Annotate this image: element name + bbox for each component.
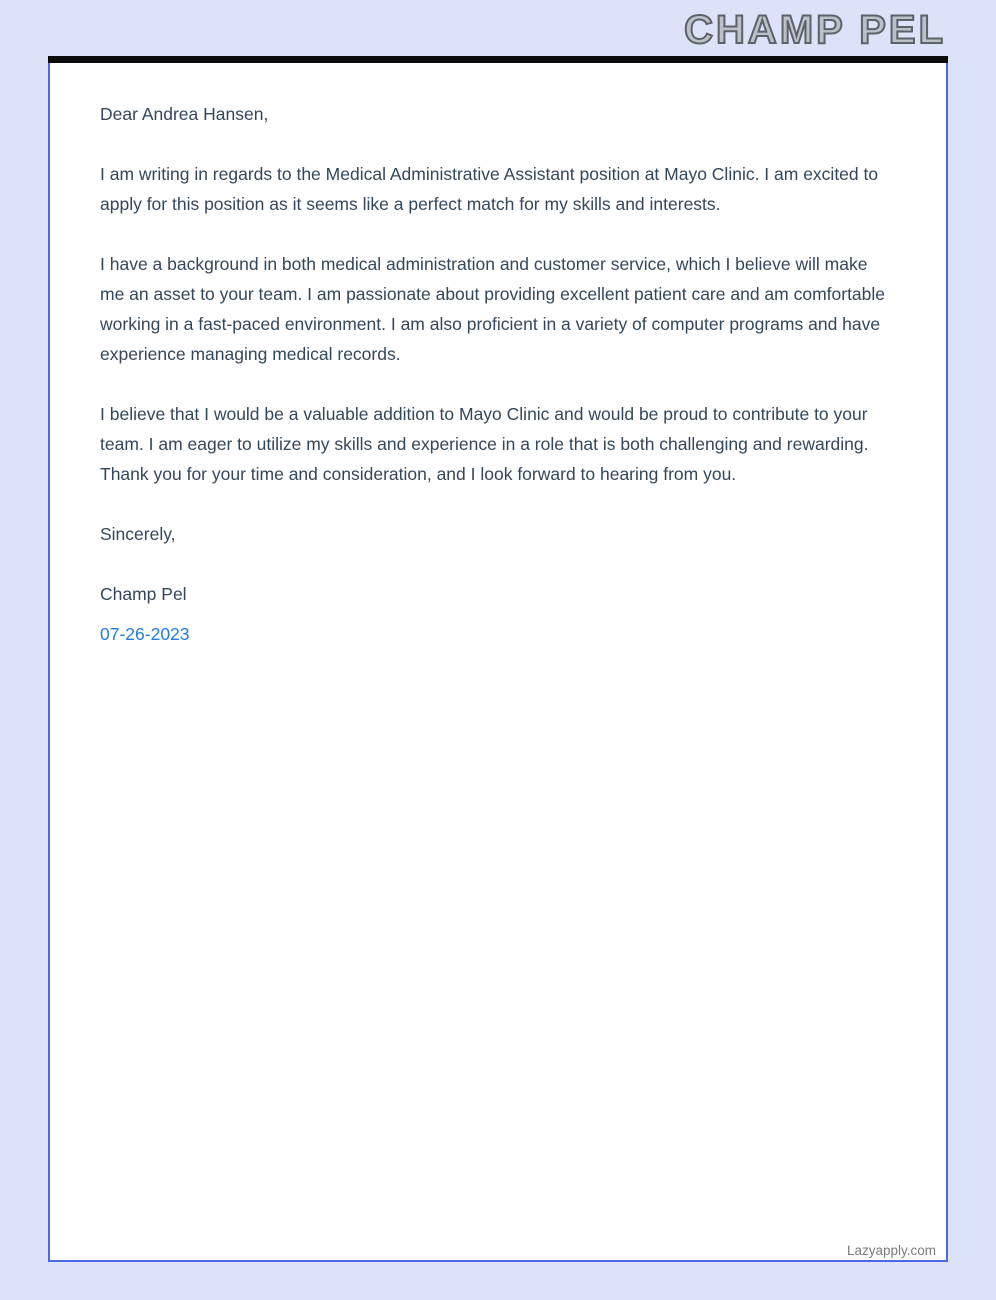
- watermark: Lazyapply.com: [846, 1243, 936, 1258]
- salutation: Dear Andrea Hansen,: [100, 104, 269, 124]
- letter-body: [50, 65, 946, 649]
- letter-date: 07-26-2023: [100, 624, 190, 644]
- applicant-name-header: CHAMP PEL: [684, 8, 946, 52]
- signature-name: Champ Pel: [100, 584, 187, 604]
- paragraph-closing: I believe that I would be a valuable addition to Mayo Clinic and would be proud to contribute to your team. I am eager to utilize my skills and experience in a role that is both challenging and rewarding. Thank you for your time and consideration, and I look forward to hearing from you.: [100, 404, 869, 484]
- paragraph-intro: I am writing in regards to the Medical Administrative Assistant position at Mayo Clinic. I am excited to apply for this position as it seems like a perfect match for my skills and interests.: [100, 164, 879, 214]
- closing: Sincerely,: [100, 524, 176, 544]
- top-divider: [48, 56, 948, 63]
- letter-page: [48, 56, 948, 1262]
- paragraph-background: I have a background in both medical administration and customer service, which I believe will make me an asset to your team. I am passionate about providing excellent patient care and am comfortable working in a fast-paced environment. I am also proficient in a variety of computer programs and have experience managing medical records.: [100, 254, 886, 364]
